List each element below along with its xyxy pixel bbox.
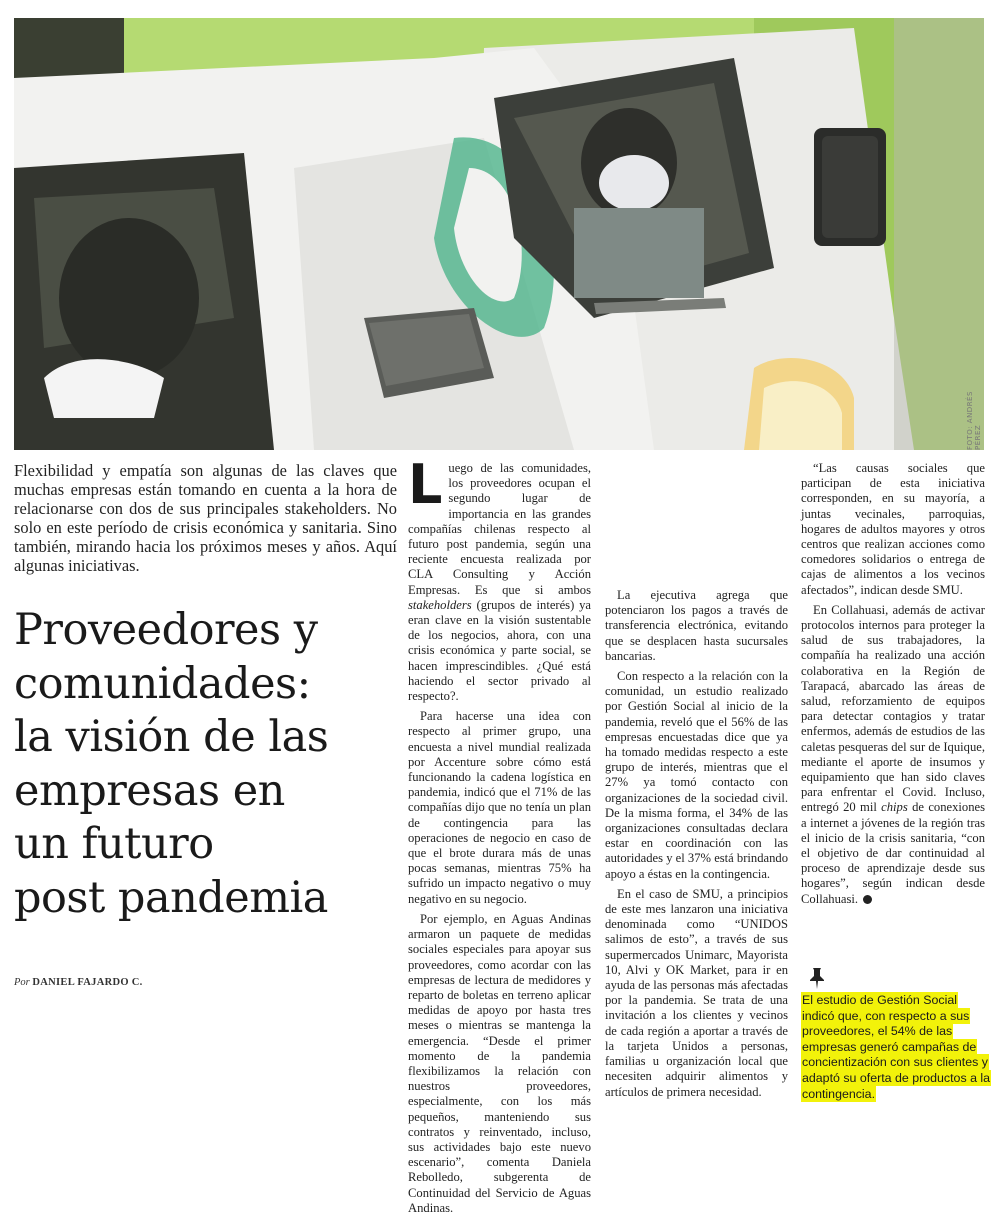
byline-author: DANIEL FAJARDO C. bbox=[32, 977, 143, 988]
byline-prefix: Por bbox=[14, 977, 30, 988]
pushpin-icon bbox=[805, 966, 829, 990]
paragraph-text: de conexiones a internet a jóvenes de la región tras el inicio de la crisis sanitaria, “con el objetivo de dar continuidad al proceso de aprendizaje desde sus hogares”, según indican desde Collahuasi. bbox=[801, 800, 985, 906]
paragraph-text: (grupos de interés) ya eran clave en la visión sustentable de los negocios, ahora, con una crisis económica y parte social, se hacen imprescindibles. ¿Qué está haciendo el sector privado al respecto?. bbox=[408, 597, 591, 704]
truck-photo-illustration bbox=[14, 18, 984, 450]
article-paragraph: Con respecto a la relación con la comunidad, un estudio realizado por Gestión Social al inicio de la pandemia, reveló que el 56% de las empresas encuestadas dice que ya ha tomado medidas respecto a este grupo de interés, mientras que el 27% ya tomó contacto con organizaciones de la sociedad civil. De la misma forma, el 34% de las organizaciones consultadas declara estar en coordinación con las autoridades y el 37% está brindando apoyo a éstas en la contingencia. bbox=[605, 669, 788, 881]
article-column-3 bbox=[801, 461, 985, 912]
article-paragraph: Para hacerse una idea con respecto al primer grupo, una encuesta a nivel mundial realizada por Accenture sobre cómo está funcionando la cadena logística en pandemia, indicó que el 71% de las compañías dijo que no tenía un plan de contingencia para las operaciones de negocio en caso de que el brote durara más de unas pocas semanas, mientras 75% ha sufrido un impacto negativo o muy negativo en su negocio. bbox=[408, 709, 591, 906]
headline-line: post pandemia bbox=[14, 872, 328, 923]
article-column-2 bbox=[605, 460, 788, 1105]
highlight-text: El estudio de Gestión Social indicó que, con respecto a sus proveedores, el 54% de las empresas generó campañas de concientización con sus clientes y adaptó su oferta de productos a la contingencia. bbox=[802, 993, 991, 1101]
headline-line: la visión de las bbox=[14, 712, 329, 762]
article-headline bbox=[14, 604, 399, 925]
drop-cap: L bbox=[408, 453, 443, 516]
article-paragraph: “Las causas sociales que participan de esta iniciativa corresponden, en su mayoría, a juntas vecinales, parroquias, hogares de adultos mayores y otros centros que realizan acciones como comedores solidarios o entrega de cajas de alimentos a los vecinos afectados”, indican desde SMU. bbox=[801, 461, 985, 597]
paragraph-text: En Collahuasi, además de activar protocolos internos para proteger la salud de sus trabajadores, la compañía ha realizado una acción colaborativa en la Región de Tarapacá, abarcado las áreas de salud, reforzamiento de equipos para detectar contagios y tratar enfermos, además de estudios de las caletas pesqueras del sur de Iquique, mediante el aporte de insumos y equipamiento que han sido claves para enfrentar el Covid. Incluso, entregó 20 mil bbox=[801, 602, 985, 815]
article-lede: Flexibilidad y empatía son algunas de las claves que muchas empresas están tomando en cuenta a la hora de relacionarse con dos de sus principales stakeholders. No solo en este período de crisis económica y sanitaria. Sino también, mirando hacia los próximos meses y años. Aquí algunas iniciativas. bbox=[14, 461, 397, 575]
end-of-article-icon: ■ bbox=[863, 895, 872, 904]
article-column-1 bbox=[408, 453, 591, 1221]
article-photo bbox=[14, 18, 984, 450]
article-paragraph: Por ejemplo, en Aguas Andinas armaron un paquete de medidas sociales especiales para apoyar sus proveedores, como acordar con las empresas de lectura de medidores y reparto de boletas en terreno aplicar medidas de apoyo por hasta tres meses o mientras se mantenga la emergencia. “Desde el primer momento de la pandemia flexibilizamos la relación con nuestros proveedores, especialmente, con los más pequeños, manteniendo sus contratos y reinventado, incluso, sus actividades bajo este nuevo escenario”, comenta Daniela Rebolledo, subgerenta de Continuidad del Servicio de Aguas Andinas. bbox=[408, 911, 591, 1215]
emphasis-text: chips bbox=[881, 800, 908, 815]
byline bbox=[14, 977, 143, 988]
paragraph-text: uego de las comunidades, los proveedores ocupan el segundo lugar de importancia en las grandes compañías chilenas respecto al futuro post pandemia, según una reciente encuesta realizada por CLA Consulting y Acción Empresas. Es que si ambos bbox=[408, 461, 591, 597]
photo-credit: FOTO: ANDRÉS PÉREZ bbox=[966, 391, 982, 450]
headline-line: un futuro bbox=[14, 819, 214, 869]
highlight-box bbox=[801, 993, 991, 1102]
emphasis-text: stakeholders bbox=[408, 597, 472, 612]
headline-line: empresas en bbox=[14, 765, 285, 816]
headline-line: Proveedores y bbox=[14, 605, 318, 655]
article-paragraph: En el caso de SMU, a principios de este mes lanzaron una iniciativa denominada como “UNIDOS salimos de esto”, a través de sus supermercados Unimarc, Mayorista 10, Alvi y OK Market, para ir en ayuda de las personas más afectadas por la pandemia. Se trata de una invitación a los clientes y vecinos de cada región a aportar a través de la tarjeta Unidos a personas, familias u organización local que necesiten adquirir alimentos y artículos de primera necesidad. bbox=[605, 886, 788, 1099]
article-paragraph: La ejecutiva agrega que potenciaron los pagos a través de transferencia electrónica, evitando que se desplacen hasta sucursales bancarias. bbox=[605, 588, 788, 663]
headline-line: comunidades: bbox=[14, 658, 311, 709]
article-paragraph bbox=[408, 453, 591, 704]
article-paragraph bbox=[801, 603, 985, 907]
